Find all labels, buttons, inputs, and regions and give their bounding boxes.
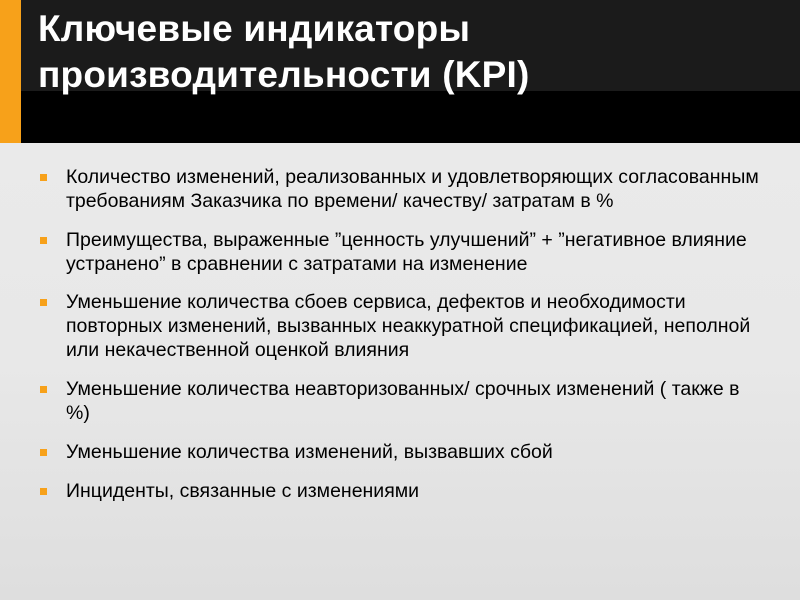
- list-item: [38, 228, 768, 276]
- list-item: [38, 290, 768, 362]
- bullet-list: [38, 165, 768, 518]
- accent-bar: [0, 0, 21, 143]
- slide-title: Ключевые индикаторы производительности (KPI): [38, 8, 530, 95]
- list-item-text: Инциденты, связанные с изменениями: [66, 480, 420, 502]
- orange-square-bullet-icon: [40, 386, 47, 393]
- orange-square-bullet-icon: [40, 299, 47, 306]
- list-item-text: Уменьшение количества сбоев сервиса, дефектов и необходимости повторных изменений, вызванных неаккуратной спецификацией, неполной или некачественной оценкой влияния: [66, 291, 751, 361]
- orange-square-bullet-icon: [40, 237, 47, 244]
- list-item-text: Преимущества, выраженные ”ценность улучшений” + ”негативное влияние устранено” в сравнении с затратами на изменение: [66, 229, 747, 275]
- list-item-text: Количество изменений, реализованных и удовлетворяющих согласованным требованиям Заказчика по времени/ качеству/ затратам в %: [66, 166, 759, 212]
- list-item: [38, 165, 768, 213]
- orange-square-bullet-icon: [40, 449, 47, 456]
- list-item-text: Уменьшение количества неавторизованных/ срочных изменений ( также в %): [66, 378, 740, 424]
- orange-square-bullet-icon: [40, 174, 47, 181]
- list-item: [38, 440, 768, 464]
- orange-square-bullet-icon: [40, 488, 47, 495]
- list-item: [38, 377, 768, 425]
- list-item: [38, 479, 768, 503]
- list-item-text: Уменьшение количества изменений, вызвавших сбой: [66, 441, 553, 463]
